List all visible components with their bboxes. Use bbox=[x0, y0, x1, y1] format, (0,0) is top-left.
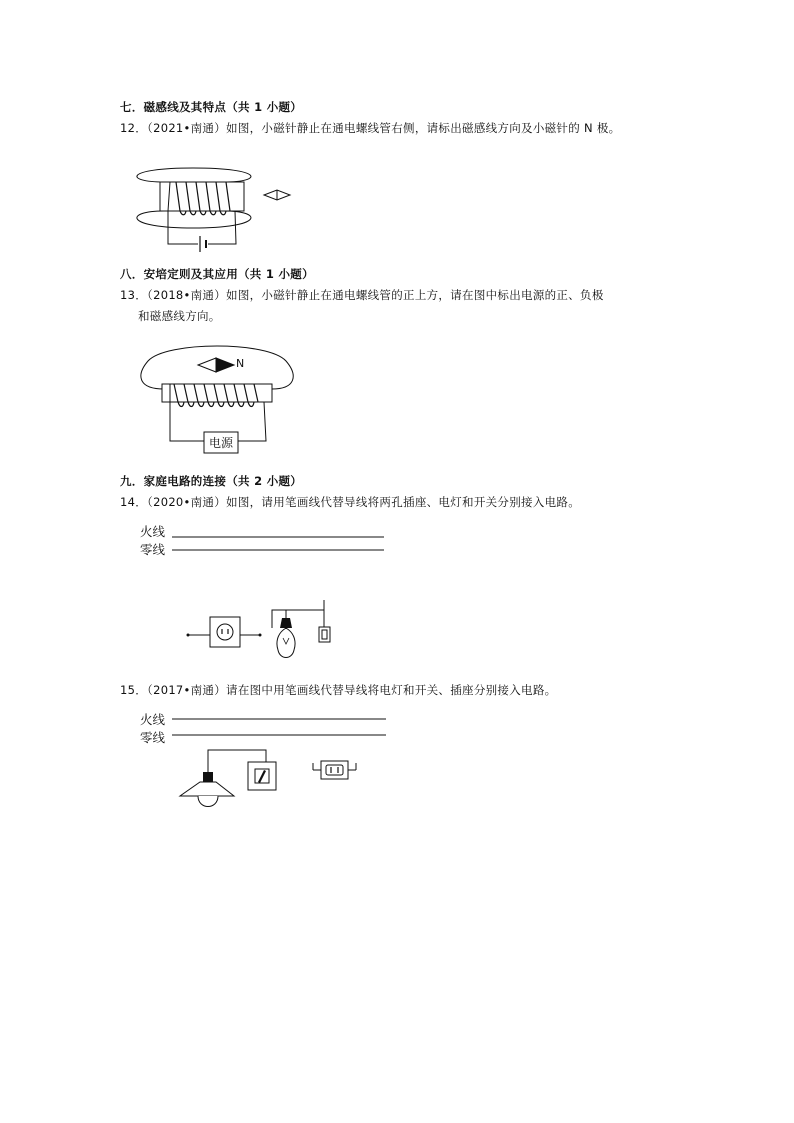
question-13-text-line2: 和磁感线方向。 bbox=[138, 309, 221, 323]
figure-13-solenoid bbox=[138, 335, 298, 460]
figure-14-circuit bbox=[138, 520, 388, 670]
live-wire-label: 火线 bbox=[140, 524, 166, 539]
light-bulb-icon bbox=[272, 610, 295, 658]
neutral-wire-label: 零线 bbox=[140, 730, 166, 745]
figure-15-circuit bbox=[138, 708, 390, 818]
question-13-text-line1: 13．（2018•南通）如图，小磁针静止在通电螺线管的正上方，请在图中标出电源的正、负极 bbox=[120, 288, 604, 302]
two-hole-socket-icon bbox=[313, 761, 356, 779]
wall-switch-icon bbox=[248, 762, 276, 790]
neutral-wire-label: 零线 bbox=[140, 542, 166, 557]
figure-12-solenoid bbox=[138, 160, 298, 255]
two-hole-socket-icon bbox=[187, 617, 262, 647]
question-14-text: 14．（2020•南通）如图，请用笔画线代替导线将两孔插座、电灯和开关分别接入电路。 bbox=[120, 495, 581, 509]
live-wire-label: 火线 bbox=[140, 712, 166, 727]
section-heading-9: 九．家庭电路的连接（共 2 小题） bbox=[120, 474, 303, 488]
power-source-label: 电源 bbox=[208, 436, 234, 450]
question-12-text: 12．（2021•南通）如图，小磁针静止在通电螺线管右侧，请标出磁感线方向及小磁针的 N 极。 bbox=[120, 121, 621, 135]
question-15-text: 15．（2017•南通）请在图中用笔画线代替导线将电灯和开关、插座分别接入电路。 bbox=[120, 683, 557, 697]
section-heading-7: 七．磁感线及其特点（共 1 小题） bbox=[120, 100, 303, 114]
section-heading-8: 八．安培定则及其应用（共 1 小题） bbox=[120, 267, 314, 281]
needle-n-label: N bbox=[236, 357, 245, 370]
